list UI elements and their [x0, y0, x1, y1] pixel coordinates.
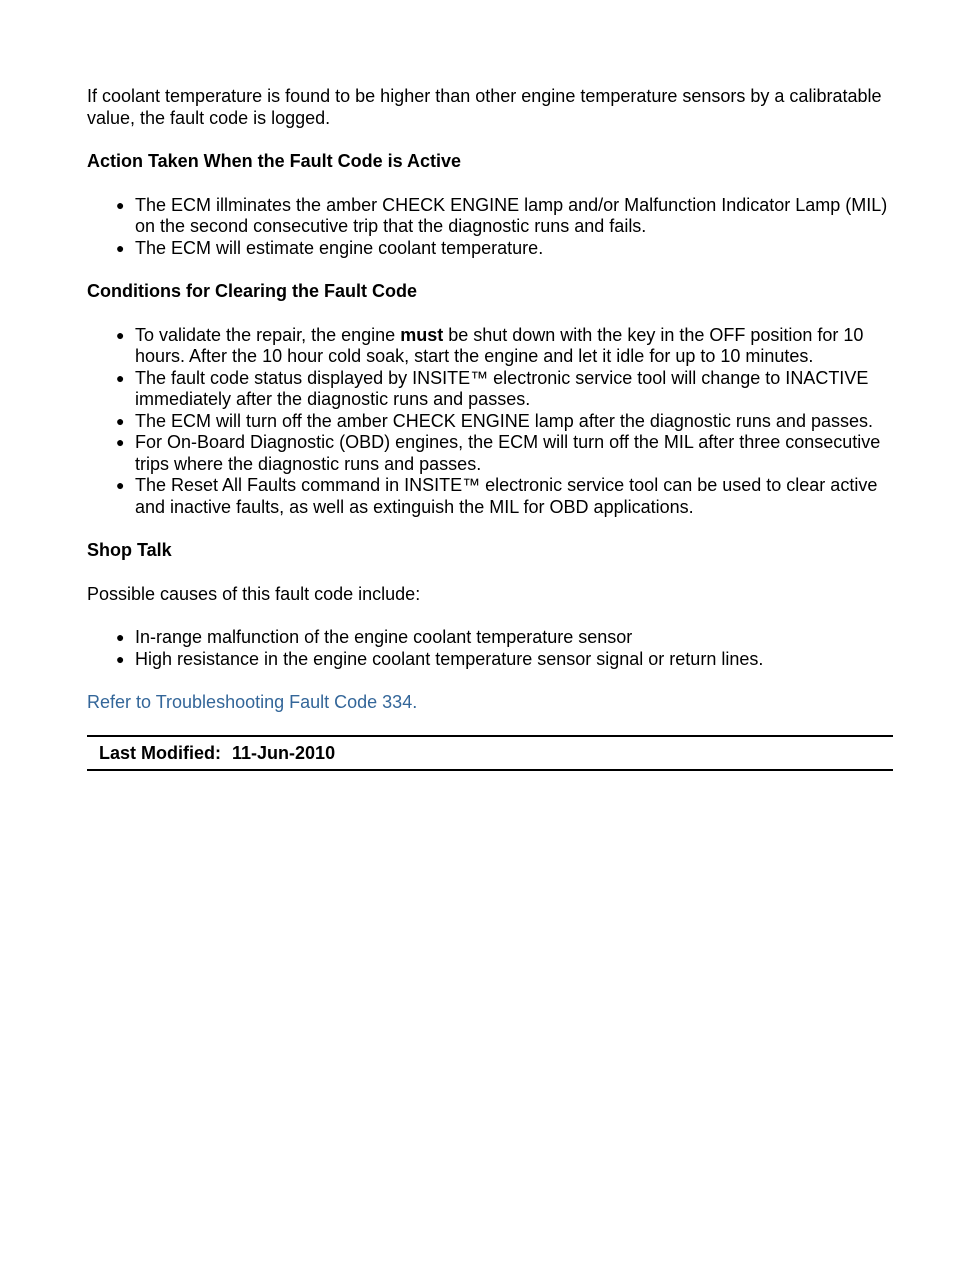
bullet-icon: ●	[116, 434, 125, 450]
list-item: ● The ECM will turn off the amber CHECK ENGINE lamp after the diagnostic runs and passes.	[116, 410, 873, 431]
list-item: ● For On-Board Diagnostic (OBD) engines, the ECM will turn off the MIL after three consecutive trips where the diagnostic runs and passes.	[116, 432, 881, 474]
clearing-list	[87, 325, 893, 519]
bullet-icon: ●	[116, 650, 125, 667]
list-item: ● To validate the repair, the engine must be shut down with the key in the OFF position for 10 hours. After the 10 hour cold soak, start the engine and let it idle for up to 10 minutes.	[116, 324, 864, 366]
action-list	[87, 195, 893, 260]
emphasis-must: must	[400, 324, 444, 345]
bullet-icon: ●	[116, 412, 125, 429]
causes-list	[87, 627, 893, 670]
shop-talk-heading: Shop Talk	[87, 540, 172, 560]
bullet-icon: ●	[116, 239, 125, 256]
clearing-heading: Conditions for Clearing the Fault Code	[87, 281, 417, 301]
list-item: ● The fault code status displayed by INSITE™ electronic service tool will change to INACTIVE immediately after the diagnostic runs and passes.	[116, 367, 869, 409]
list-item: ● High resistance in the engine coolant temperature sensor signal or return lines.	[116, 648, 764, 669]
list-item: ● The ECM illminates the amber CHECK ENGINE lamp and/or Malfunction Indicator Lamp (MIL) on the second consecutive trip that the diagnostic runs and fails.	[116, 194, 888, 236]
document-body	[87, 86, 893, 771]
bullet-icon: ●	[116, 369, 125, 386]
bullet-icon: ●	[116, 196, 125, 213]
list-item: ● In-range malfunction of the engine coolant temperature sensor	[116, 627, 633, 647]
last-modified-label: Last Modified:	[99, 742, 221, 763]
last-modified-date: 11-Jun-2010	[232, 742, 336, 763]
troubleshooting-link[interactable]: Refer to Troubleshooting Fault Code 334.	[87, 692, 418, 712]
action-heading: Action Taken When the Fault Code is Active	[87, 151, 462, 171]
list-item: ● The Reset All Faults command in INSITE™ electronic service tool can be used to clear active and inactive faults, as well as extinguish the MIL for OBD applications.	[116, 475, 878, 517]
list-item: ● The ECM will estimate engine coolant temperature.	[116, 237, 544, 258]
bullet-icon: ●	[116, 477, 125, 493]
shop-talk-intro: Possible causes of this fault code include:	[87, 583, 421, 604]
bullet-icon: ●	[116, 326, 125, 343]
bullet-icon: ●	[116, 629, 125, 645]
last-modified-bar	[87, 735, 893, 772]
intro-paragraph: If coolant temperature is found to be higher than other engine temperature sensors by a calibratable value, the fault code is logged.	[87, 86, 882, 128]
